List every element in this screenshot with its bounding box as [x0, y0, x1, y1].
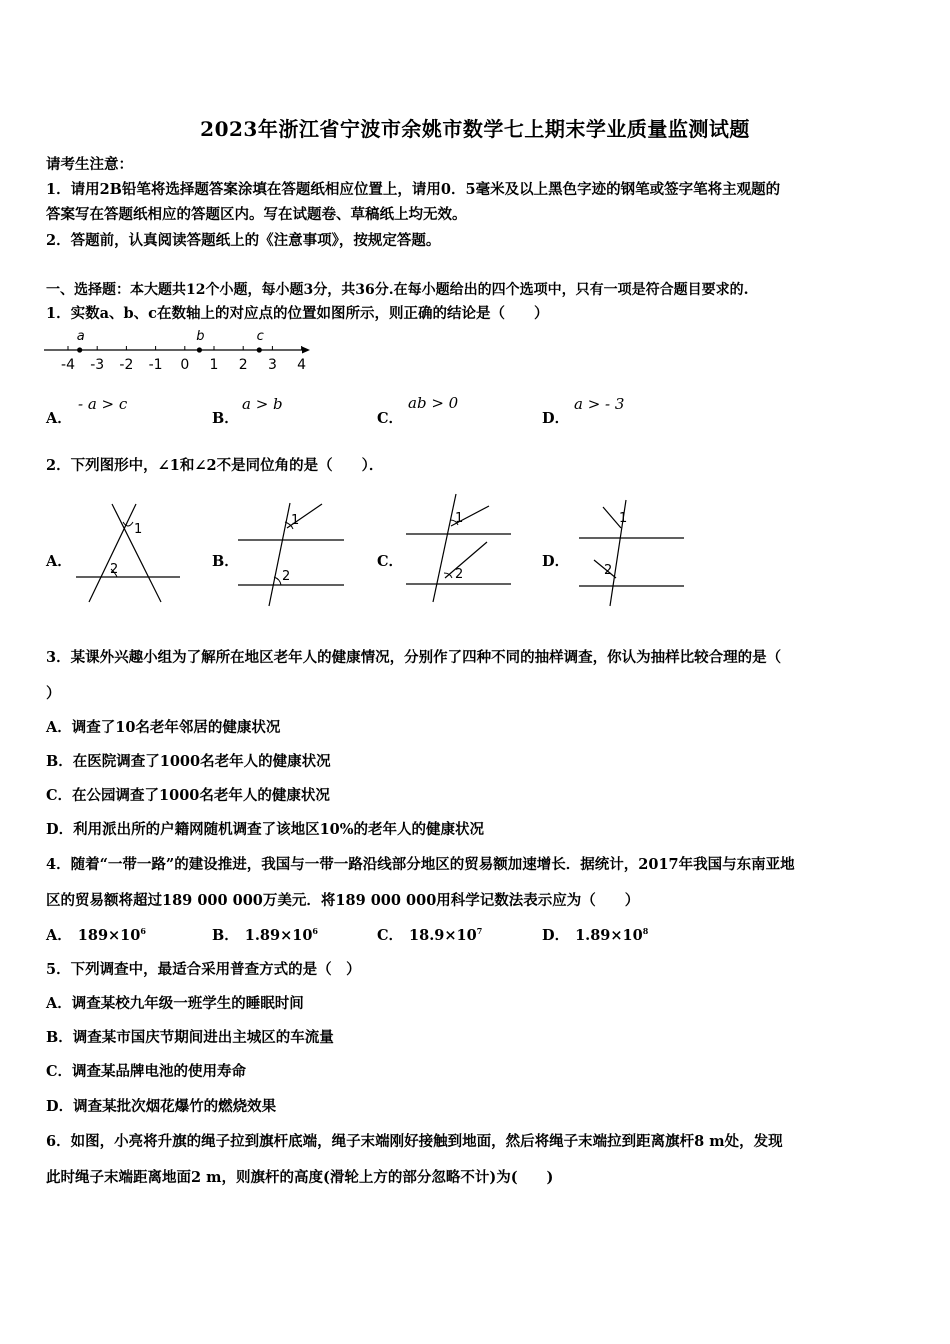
q4-option-d-exp: 8: [642, 926, 649, 936]
q5-stem: 5．下列调查中，最适合采用普查方式的是（ ）: [46, 961, 361, 978]
number-line-figure: [40, 325, 320, 375]
q4-option-a-letter: A．: [46, 927, 72, 944]
q4-option-d-base: 1.89×10: [575, 927, 643, 944]
q1-option-a-letter: A．: [46, 410, 72, 427]
q4-option-a-base: 189×10: [77, 927, 141, 944]
number-line-arrow: [302, 347, 310, 354]
notice-heading: 请考生注意：: [46, 156, 133, 173]
number-line-point-label-b: b: [196, 329, 205, 344]
q5-option-b[interactable]: B．调查某市国庆节期间进出主城区的车流量: [46, 1029, 334, 1046]
number-line-tick-label: -2: [119, 357, 134, 373]
q4-stem-cont: 区的贸易额将超过189 000 000万美元．将189 000 000用科学记数法表示应为（ ）: [46, 892, 640, 909]
q1-option-d-letter: D．: [542, 410, 570, 427]
q4-stem: 4．随着“一带一路”的建设推进，我国与一带一路沿线部分地区的贸易额加速增长．据统计，2017年我国与东南亚地: [46, 856, 795, 873]
q4-option-c-exp: 7: [476, 926, 483, 936]
number-line-tick-label: 1: [209, 357, 219, 373]
q1-stem: 1．实数a、b、c在数轴上的对应点的位置如图所示，则正确的结论是（ ）: [46, 305, 549, 322]
page-title: 2023年浙江省宁波市余姚市数学七上期末学业质量监测试题: [200, 117, 750, 141]
q4-option-d-letter: D．: [542, 927, 570, 944]
q3-option-d[interactable]: D．利用派出所的户籍网随机调查了该地区10%的老年人的健康状况: [46, 821, 485, 838]
notice-item-1-cont: 答案写在答题纸相应的答题区内。写在试题卷、草稿纸上均无效。: [46, 206, 467, 223]
q5-option-a[interactable]: A．调查某校九年级一班学生的睡眠时间: [46, 995, 304, 1012]
q2-b-angle-1: 1: [291, 513, 300, 528]
q5-option-c[interactable]: C．调查某品牌电池的使用寿命: [46, 1063, 247, 1080]
q2-option-a-letter[interactable]: A．: [46, 553, 72, 570]
q5-option-d[interactable]: D．调查某批次烟花爆竹的燃烧效果: [46, 1098, 277, 1115]
q1-option-c-letter: C．: [377, 410, 404, 427]
q4-option-c-letter: C．: [377, 927, 404, 944]
section-heading: 一、选择题：本大题共12个小题，每小题3分，共36分.在每小题给出的四个选项中，只有一项是符合题目要求的.: [46, 282, 749, 298]
q1-option-b-letter: B．: [212, 410, 239, 427]
q4-option-d[interactable]: [542, 924, 648, 945]
q1-option-d-expr: a > - 3: [574, 395, 625, 413]
notice-item-1: 1．请用2B铅笔将选择题答案涂填在答题纸相应位置上，请用0．5毫米及以上黑色字迹的钢笔或签字笔将主观题的: [46, 181, 781, 198]
q4-option-b[interactable]: [212, 924, 318, 945]
q2-figure-d: [576, 494, 691, 609]
q4-option-c-base: 18.9×10: [409, 927, 477, 944]
q2-option-d-letter[interactable]: D．: [542, 553, 570, 570]
q4-option-a[interactable]: [46, 924, 146, 945]
q3-option-b[interactable]: B．在医院调查了1000名老年人的健康状况: [46, 753, 331, 770]
number-line-tick-label: -1: [148, 357, 163, 373]
q2-a-angle-2: 2: [110, 562, 119, 577]
q4-option-b-exp: 6: [312, 926, 318, 936]
q4-option-a-exp: 6: [140, 926, 146, 936]
number-line-point-b: [197, 347, 202, 352]
q2-d-angle-1: 1: [619, 511, 628, 526]
number-line-point-label-a: a: [76, 329, 85, 344]
q4-option-b-base: 1.89×10: [244, 927, 313, 944]
q2-figure-c: [403, 492, 518, 607]
notice-item-2: 2．答题前，认真阅读答题纸上的《注意事项》，按规定答题。: [46, 232, 441, 249]
q3-stem-cont: ）: [46, 685, 61, 702]
number-line-point-a: [77, 347, 82, 352]
q4-option-c[interactable]: [377, 924, 482, 945]
q2-c-angle-2: 2: [455, 567, 464, 582]
number-line-tick-label: 3: [267, 357, 277, 373]
q1-option-c-expr: ab > 0: [408, 394, 459, 412]
q2-d-angle-2: 2: [604, 563, 613, 578]
q2-option-b-letter[interactable]: B．: [212, 553, 239, 570]
number-line-tick-label: 2: [238, 357, 248, 373]
q2-stem: 2．下列图形中，∠1和∠2不是同位角的是（ ）．: [46, 457, 384, 474]
q2-b-angle-2: 2: [282, 569, 291, 584]
q2-a-angle-1: 1: [134, 522, 143, 537]
q3-stem: 3．某课外兴趣小组为了解所在地区老年人的健康情况，分别作了四种不同的抽样调查，你认为抽样比较合理的是（: [46, 649, 782, 666]
q4-option-b-letter: B．: [212, 927, 239, 944]
number-line-point-c: [257, 347, 262, 352]
number-line-point-label-c: c: [256, 329, 264, 344]
q3-option-c[interactable]: C．在公园调查了1000名老年人的健康状况: [46, 787, 330, 804]
q2-option-c-letter[interactable]: C．: [377, 553, 404, 570]
number-line-tick-label: -3: [90, 357, 105, 373]
number-line-tick-label: -4: [61, 357, 75, 373]
q2-figure-b: [236, 500, 351, 610]
q1-option-b-expr: a > b: [242, 395, 283, 413]
q6-stem-cont: 此时绳子末端距离地面2 m，则旗杆的高度(滑轮上方的部分忽略不计)为( ): [46, 1169, 554, 1186]
q3-option-a[interactable]: A．调查了10名老年邻居的健康状况: [46, 719, 281, 736]
q6-stem: 6．如图，小亮将升旗的绳子拉到旗杆底端，绳子末端刚好接触到地面，然后将绳子末端拉到距离旗杆8 m处，发现: [46, 1133, 783, 1150]
q2-figure-a: [72, 500, 187, 610]
number-line-tick-label: 0: [180, 357, 190, 373]
number-line-tick-label: 4: [297, 357, 307, 373]
q1-option-a-expr: - a > c: [78, 395, 128, 413]
q2-c-angle-1: 1: [455, 511, 464, 526]
